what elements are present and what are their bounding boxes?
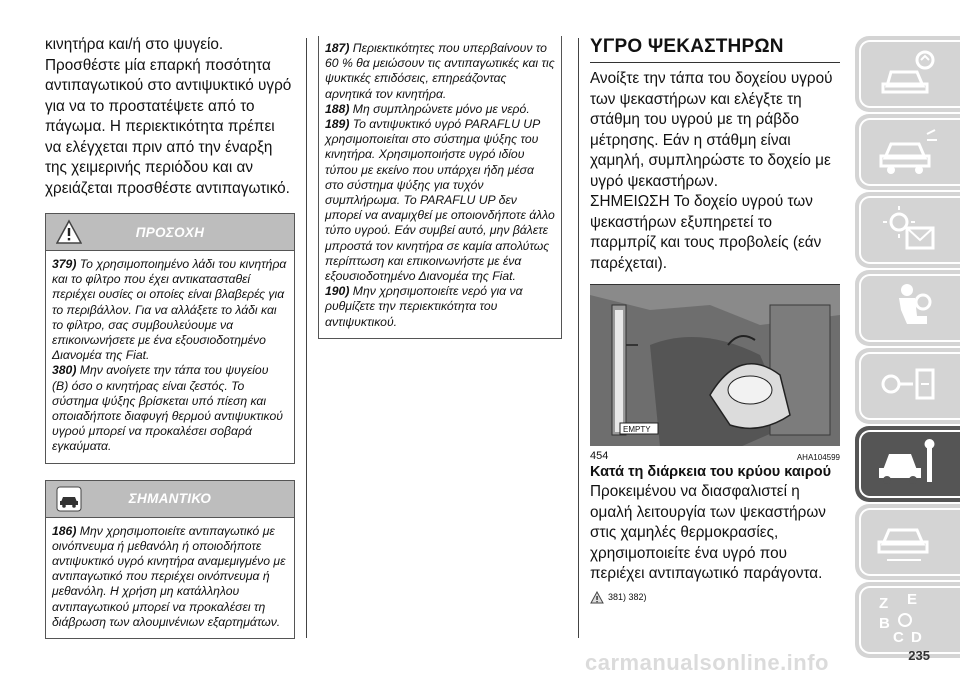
- note-item: [325, 41, 555, 102]
- svg-text:Z: Z: [879, 595, 889, 612]
- washer-figure: [590, 284, 840, 446]
- figure-number: 454: [590, 450, 609, 462]
- intro-paragraph: κινητήρα και/ή στο ψυγείο. Προσθέστε μία επαρκή ποσότητα αντιπαγωτικού στο αντιψυκτικό υγρό για να το προστατέψετε από το πάγωμα. Η περιεκτικότητα πρέπει να ελέγχεται πριν από την έναρξη της χειμερινής περιόδου και αν χρειάζεται προσθέστε αντιπαγωτικό.: [45, 36, 292, 197]
- airbag-seat-icon: [877, 280, 941, 334]
- car-wrench-icon: [877, 436, 941, 490]
- tab-warnings[interactable]: [855, 192, 960, 268]
- item-number: 379): [52, 257, 77, 271]
- tab-index[interactable]: [855, 582, 960, 658]
- washer-note: ΣΗΜΕΙΩΣΗ Το δοχείο υγρού των ψεκαστήρων εξυπηρετεί το παρμπρίζ και τους προβολείς (εάν παρέχεται).: [590, 193, 822, 272]
- tab-safety[interactable]: [855, 270, 960, 346]
- column-2: [318, 36, 562, 339]
- warning-header: [46, 214, 294, 250]
- chapter-tabs: [855, 0, 960, 678]
- page-number: 235: [908, 648, 930, 663]
- tab-starting[interactable]: [855, 348, 960, 424]
- svg-text:C: C: [893, 629, 904, 646]
- note-box: [45, 480, 295, 639]
- watermark: carmanualsonline.info: [585, 650, 829, 675]
- reference-numbers: 381) 382): [608, 592, 647, 602]
- item-number: 188): [325, 101, 350, 116]
- cold-weather-heading: Κατά τη διάρκεια του κρύου καιρού: [590, 464, 832, 480]
- car-specs-icon: [877, 514, 941, 568]
- item-number: 186): [52, 523, 77, 538]
- warning-body: [46, 250, 294, 463]
- item-text: Περιεκτικότητες που υπερβαίνουν το 60 % θα μειώσουν τις αντιπαγωτικές και τις ψυκτικές επιδόσεις, επηρεάζοντας αρνητικά τον κινητήρα.: [325, 41, 555, 101]
- warning-box: [45, 213, 295, 464]
- tab-lights[interactable]: [855, 114, 960, 190]
- car-note-icon: [56, 486, 82, 512]
- column-divider: [578, 38, 579, 638]
- warning-title: ΠΡΟΣΟΧΗ: [135, 224, 205, 240]
- warning-small-icon: [590, 591, 604, 604]
- car-dashboard-icon: [877, 46, 941, 100]
- item-text: Μην χρησιμοποιείτε νερό για να ρυθμίζετε την περιεκτικότητα του αντιψυκτικού.: [325, 284, 523, 329]
- key-ignition-icon: [877, 358, 941, 412]
- item-number: 380): [52, 363, 77, 378]
- note-header: [46, 481, 294, 517]
- svg-text:E: E: [907, 592, 918, 608]
- note-item: [325, 284, 555, 330]
- alphabet-index-icon: [877, 592, 941, 646]
- figure-code: AHA104599: [796, 453, 840, 462]
- note-continuation-box: [318, 36, 562, 339]
- section-heading: ΥΓΡΟ ΨΕΚΑΣΤΗΡΩΝ: [590, 0, 840, 63]
- sun-warning-icon: [877, 202, 941, 256]
- note-body: [46, 517, 294, 638]
- figure-caption: [590, 450, 840, 462]
- svg-text:D: D: [911, 629, 922, 646]
- svg-text:B: B: [879, 615, 890, 632]
- cold-weather-paragraph: Προκειμένου να διασφαλιστεί η ομαλή λειτουργία των ψεκαστήρων στις χαμηλές θερμοκρασίες, χρησιμοποιείτε ένα υγρό που περιέχει αντιπαγωτικό παράγοντα.: [590, 483, 826, 582]
- washer-reservoir-illustration: [590, 285, 840, 446]
- column-1: [45, 0, 295, 639]
- tab-specs[interactable]: [855, 504, 960, 580]
- item-text: Μη συμπληρώνετε μόνο με νερό.: [352, 101, 530, 116]
- item-number: 189): [325, 117, 350, 132]
- warning-item: [52, 363, 288, 454]
- item-text: Το αντιψυκτικό υγρό PARAFLU UP χρησιμοποιείται στο σύστημα ψύξης του κινητήρα. Χρησιμοποιήστε υγρό ιδίου τύπου με εκείνο που υπάρχει ήδη μέσα στο σύστημα ψύξης για τυχόν συμπλήρωμα. Το PARAFLU UP δεν μπορεί να αναμιχθεί με οποιονδήποτε άλλο τύπο υγρού. Εάν συμβεί αυτό, μην βάλετε μπροστά τον κινητήρα σε καμία απολύτως περίπτωση και επικοινωνήστε με ένα εξουσιοδοτημένο Διανομέα της Fiat.: [325, 117, 555, 284]
- column-divider: [306, 38, 307, 638]
- tab-maintenance[interactable]: [855, 426, 960, 502]
- note-item: [325, 117, 555, 284]
- item-number: 190): [325, 284, 350, 299]
- warning-triangle-icon: [56, 219, 82, 245]
- warning-item: [52, 257, 288, 363]
- car-lights-icon: [877, 124, 941, 178]
- tab-dashboard[interactable]: [855, 36, 960, 112]
- washer-paragraph: Ανοίξτε την τάπα του δοχείου υγρού των ψεκαστήρων και ελέγξτε τη στάθμη του υγρού με τη ράβδο μέτρησης. Εάν η στάθμη είναι χαμηλή, συμπληρώστε το δοχείο με υγρό ψεκαστήρων.: [590, 70, 833, 190]
- note-title: ΣΗΜΑΝΤΙΚΟ: [128, 491, 212, 507]
- item-number: 187): [325, 41, 350, 55]
- empty-label: EMPTY: [623, 425, 651, 434]
- column-3: [590, 0, 840, 604]
- item-text: Μην χρησιμοποιείτε αντιπαγωτικό με οινόπνευμα ή μεθανόλη ή οποιοδήποτε αντιψυκτικό υγρό κινητήρα αναμεμιγμένο με αντιπαγωτικό που περιέχει οινόπνευμα ή μεθανόλη. Η χρήση μη κατάλληλου αντιπαγωτικού μπορεί να προκαλέσει τη διάβρωση των αλουμινένιων εξαρτημάτων.: [52, 523, 286, 629]
- note-item: [325, 102, 555, 117]
- references: [590, 591, 840, 604]
- item-text: Μην ανοίγετε την τάπα του ψυγείου (B) όσο ο κινητήρας είναι ζεστός. Το σύστημα ψύξης βρίσκεται υπό πίεση και οποιαδήποτε διαφυγή θερμού αντιψυκτικού υγρού μπορεί να προκαλέσει σοβαρά εγκαύματα.: [52, 363, 283, 454]
- item-text: Το χρησιμοποιημένο λάδι του κινητήρα και το φίλτρο που έχει αντικατασταθεί περιέχει ουσίες οι οποίες είναι βλαβερές για το περιβάλλον. Για να αλλάξετε το λάδι και το φίλτρο, σας συμβουλεύουμε να επικοινωνήσετε με ένα εξουσιοδοτημένο Διανομέα της Fiat.: [52, 257, 287, 363]
- note-item: [52, 524, 288, 630]
